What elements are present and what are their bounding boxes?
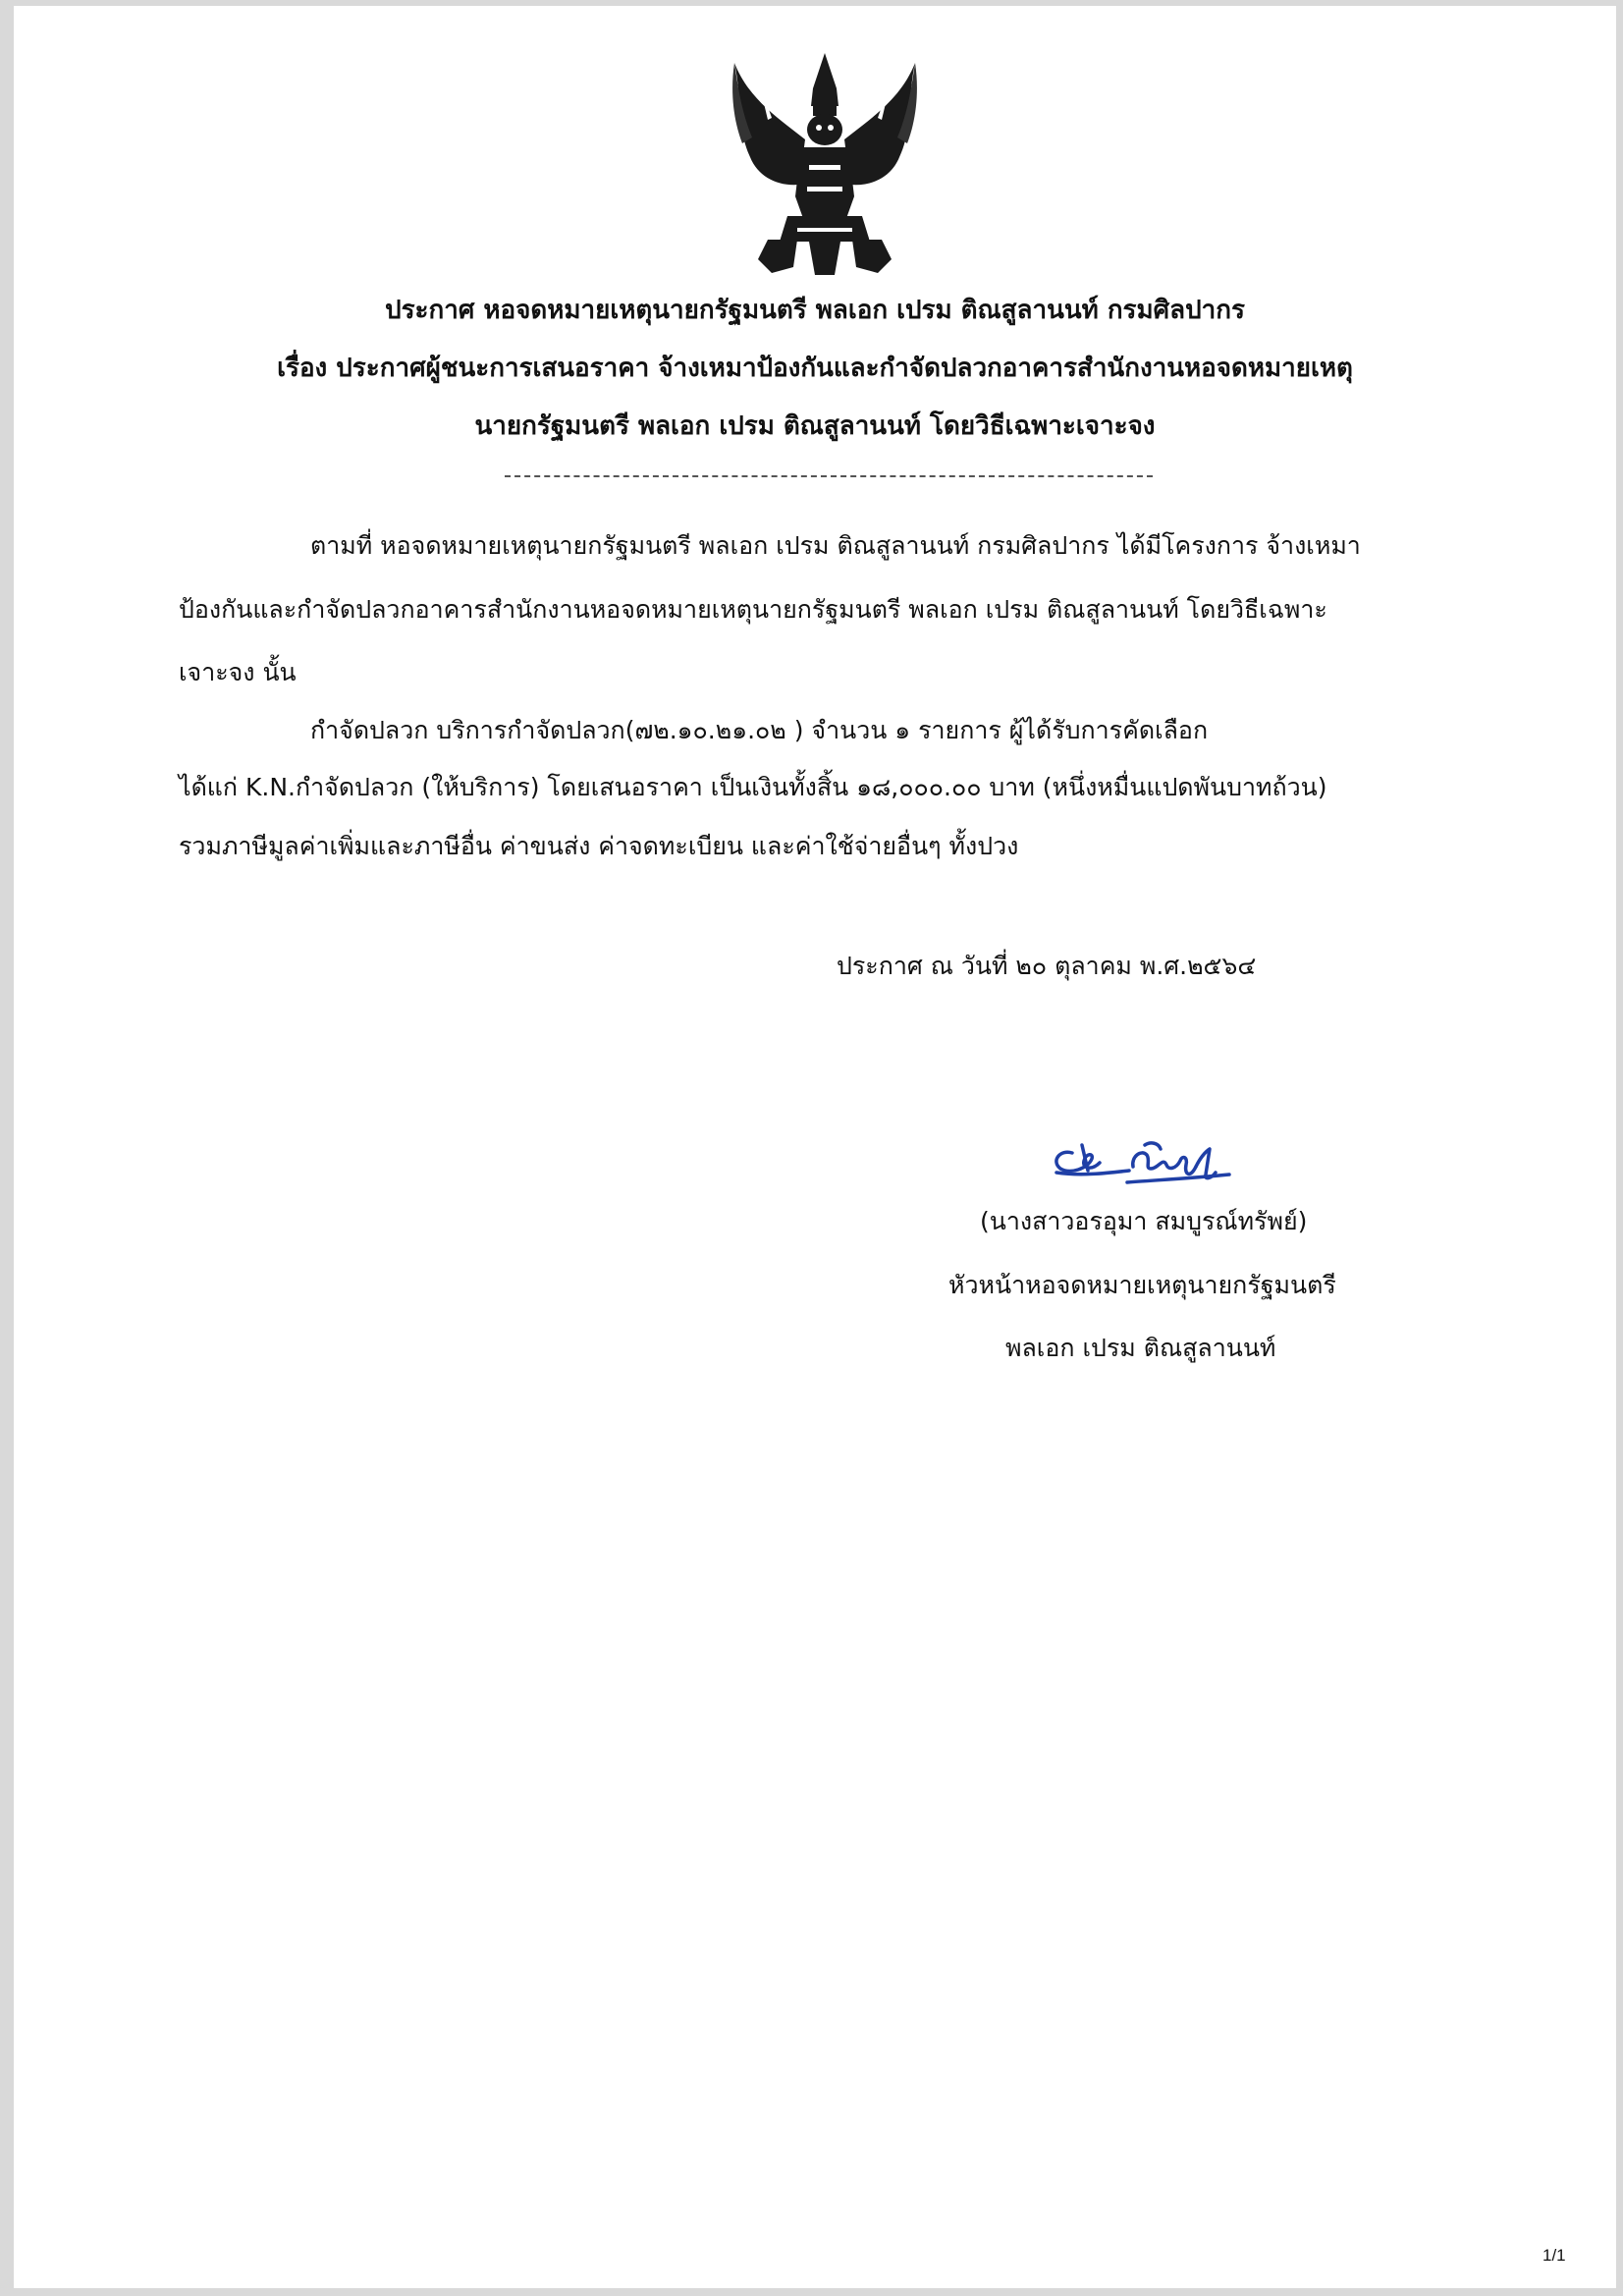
garuda-emblem-icon bbox=[729, 49, 921, 277]
document-header-line: ประกาศ หอจดหมายเหตุนายกรัฐมนตรี พลเอก เปรม ติณสูลานนท์ กรมศิลปากร bbox=[385, 296, 1245, 325]
signer-title: หัวหน้าหอจดหมายเหตุนายกรัฐมนตรี bbox=[948, 1271, 1336, 1299]
page-number: 1/1 bbox=[1542, 2246, 1566, 2265]
body-text-line: รวมภาษีมูลค่าเพิ่มและภาษีอื่น ค่าขนส่ง ค่าจดทะเบียน และค่าใช้จ่ายอื่นๆ ทั้งปวง bbox=[179, 832, 1019, 860]
announcement-date: ประกาศ ณ วันที่ ๒๐ ตุลาคม พ.ศ.๒๕๖๔ bbox=[837, 952, 1257, 980]
signature-image bbox=[1043, 1123, 1239, 1192]
body-text-line: ได้แก่ K.N.กำจัดปลวก (ให้บริการ) โดยเสนอราคา เป็นเงินทั้งสิ้น ๑๘,๐๐๐.๐๐ บาท (หนึ่งหมื่นแปดพันบาทถ้วน) bbox=[179, 773, 1327, 801]
body-text-line: ตามที่ หอจดหมายเหตุนายกรัฐมนตรี พลเอก เปรม ติณสูลานนท์ กรมศิลปากร ได้มีโครงการ จ้างเหมา bbox=[310, 531, 1361, 560]
signer-title: พลเอก เปรม ติณสูลานนท์ bbox=[1005, 1334, 1276, 1362]
document-header-line: นายกรัฐมนตรี พลเอก เปรม ติณสูลานนท์ โดยวิธีเฉพาะเจาะจง bbox=[474, 411, 1156, 441]
document-page bbox=[14, 6, 1616, 2288]
document-header-line: เรื่อง ประกาศผู้ชนะการเสนอราคา จ้างเหมาป้องกันและกำจัดปลวกอาคารสำนักงานหอจดหมายเหตุ bbox=[277, 354, 1353, 383]
signer-name: (นางสาวอรอุมา สมบูรณ์ทรัพย์) bbox=[980, 1207, 1308, 1235]
body-text-line: เจาะจง นั้น bbox=[179, 658, 297, 686]
header-separator bbox=[505, 475, 1153, 477]
body-text-line: ป้องกันและกำจัดปลวกอาคารสำนักงานหอจดหมายเหตุนายกรัฐมนตรี พลเอก เปรม ติณสูลานนท์ โดยวิธีเฉพาะ bbox=[179, 595, 1327, 624]
body-text-line: กำจัดปลวก บริการกำจัดปลวก(๗๒.๑๐.๒๑.๐๒ ) จำนวน ๑ รายการ ผู้ได้รับการคัดเลือก bbox=[310, 716, 1209, 744]
